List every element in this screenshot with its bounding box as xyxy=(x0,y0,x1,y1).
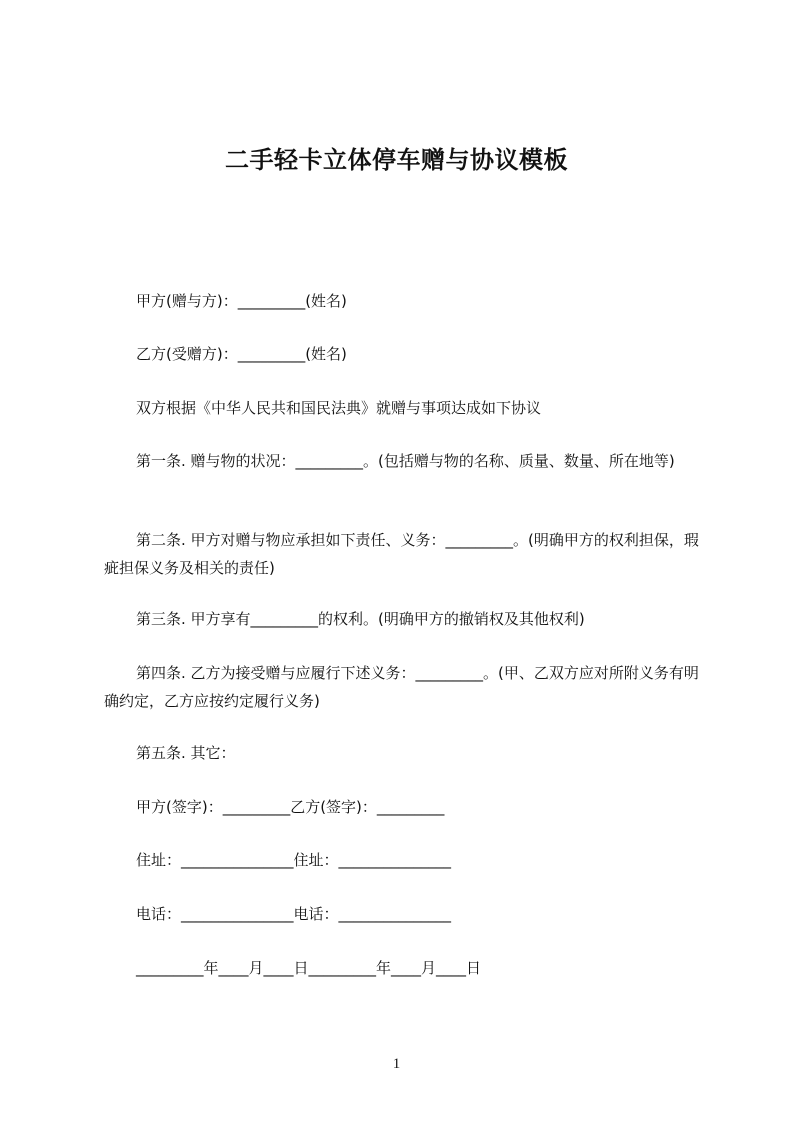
document-title: 二手轻卡立体停车赠与协议模板 xyxy=(225,146,568,174)
article-3: 第三条. 甲方享有_________的权利。(明确甲方的撤销权及其他权利) xyxy=(136,610,585,628)
article-5: 第五条. 其它： xyxy=(136,744,236,762)
party-a-line: 甲方(赠与方)：_________(姓名) xyxy=(136,292,347,310)
agreement-intro: 双方根据《中华人民共和国民法典》就赠与事项达成如下协议 xyxy=(136,399,542,417)
party-b-line: 乙方(受赠方)：_________(姓名) xyxy=(136,345,347,363)
signature-line: 甲方(签字)：_________乙方(签字)：_________ xyxy=(136,798,445,816)
article-4: 第四条. 乙方为接受赠与应履行下述义务：_________。(甲、乙双方应对所附义务有明确约定，乙方应按约定履行义务) xyxy=(104,664,699,710)
article-1: 第一条. 赠与物的状况：_________。(包括赠与物的名称、质量、数量、所在地等) xyxy=(136,452,675,470)
phone-line: 电话：_______________电话：_______________ xyxy=(136,905,452,923)
date-line: _________年____月____日_________年____月____日 xyxy=(136,959,482,977)
article-2: 第二条. 甲方对赠与物应承担如下责任、义务：_________。(明确甲方的权利担保，瑕疵担保义务及相关的责任) xyxy=(104,531,699,577)
page-number: 1 xyxy=(392,1056,401,1072)
address-line: 住址：_______________住址：_______________ xyxy=(136,851,452,869)
